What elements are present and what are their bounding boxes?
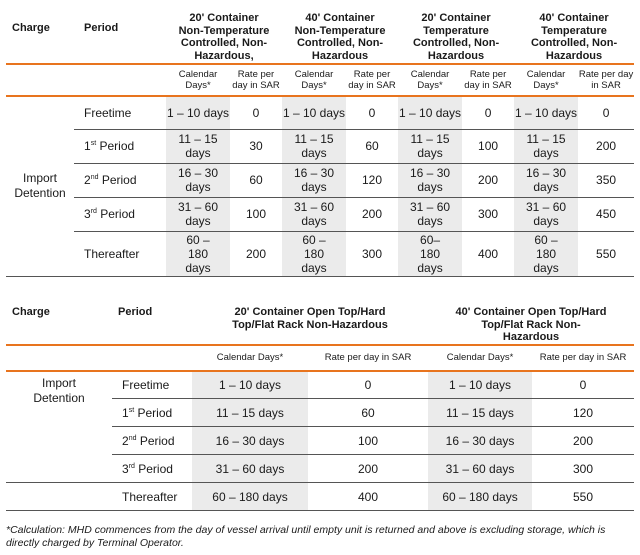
days-cell: 1 – 10 days (398, 96, 462, 129)
column-header-20-open-top: 20' Container Open Top/Hard Top/Flat Rack Non-Hazardous (232, 306, 388, 331)
rate-cell: 200 (346, 197, 398, 231)
column-header-40-open-top: 40' Container Open Top/Hard Top/Flat Rack Non-Hazardous (455, 306, 607, 343)
days-cell: 16 – 30 days (282, 163, 346, 197)
table-row (6, 163, 634, 197)
rate-cell: 0 (230, 96, 282, 129)
table-row (6, 197, 634, 231)
table-row (6, 96, 634, 129)
rate-cell: 300 (462, 197, 514, 231)
detention-table-standard (6, 6, 634, 277)
rate-cell: 300 (532, 455, 634, 483)
period-header: Period (84, 22, 119, 34)
days-cell: 60– 180 days (398, 231, 462, 276)
days-cell: 31 – 60 days (398, 197, 462, 231)
period-label: 1st Period (74, 129, 166, 163)
days-cell: 31 – 60 days (166, 197, 230, 231)
rate-subheader: Rate per day in SAR (462, 64, 514, 96)
rate-cell: 100 (308, 427, 428, 455)
rate-subheader: Rate per day in SAR (346, 64, 398, 96)
period-label: 3rd Period (112, 455, 192, 483)
rate-cell: 60 (346, 129, 398, 163)
column-header-40-temp: 40' Container Temperature Controlled, Non-Hazardous (530, 12, 618, 62)
rate-cell: 0 (532, 371, 634, 399)
days-cell: 11 – 15 days (428, 399, 532, 427)
table-row (6, 483, 634, 511)
rate-cell: 400 (308, 483, 428, 511)
period-label: Thereafter (74, 231, 166, 276)
charge-header: Charge (12, 22, 50, 34)
days-cell: 11 – 15 days (514, 129, 578, 163)
column-header-20-non-temp: 20' Container Non-Temperature Controlled, Non-Hazardous, (178, 12, 270, 62)
days-cell: 31 – 60 days (192, 455, 308, 483)
rate-cell: 0 (308, 371, 428, 399)
days-cell: 1 – 10 days (514, 96, 578, 129)
rate-subheader: Rate per day in SAR (578, 64, 634, 96)
days-subheader: Calendar Days* (166, 64, 230, 96)
days-cell: 1 – 10 days (166, 96, 230, 129)
days-cell: 16 – 30 days (398, 163, 462, 197)
rate-cell: 0 (578, 96, 634, 129)
days-cell: 1 – 10 days (428, 371, 532, 399)
days-cell: 16 – 30 days (166, 163, 230, 197)
days-cell: 60 – 180 days (192, 483, 308, 511)
rate-cell: 550 (578, 231, 634, 276)
days-cell: 1 – 10 days (192, 371, 308, 399)
days-cell: 16 – 30 days (192, 427, 308, 455)
rate-cell: 400 (462, 231, 514, 276)
table-row (6, 129, 634, 163)
rate-cell: 30 (230, 129, 282, 163)
rate-cell: 200 (532, 427, 634, 455)
column-header-40-non-temp: 40' Container Non-Temperature Controlled, Non-Hazardous (294, 12, 386, 62)
rate-cell: 200 (462, 163, 514, 197)
calculation-footnote: *Calculation: MHD commences from the day of vessel arrival until empty unit is returned and above is excluding storage, which is directly charged by Terminal Operator. (6, 524, 606, 549)
rate-cell: 200 (578, 129, 634, 163)
period-label: 1st Period (112, 399, 192, 427)
rate-cell: 200 (230, 231, 282, 276)
days-cell: 11 – 15 days (282, 129, 346, 163)
rate-cell: 550 (532, 483, 634, 511)
column-header-20-temp: 20' Container Temperature Controlled, Non-Hazardous (412, 12, 500, 62)
rate-cell: 100 (230, 197, 282, 231)
days-cell: 11 – 15 days (192, 399, 308, 427)
rate-cell: 300 (346, 231, 398, 276)
table-row (6, 371, 634, 399)
rate-cell: 120 (532, 399, 634, 427)
days-cell: 60 – 180 days (166, 231, 230, 276)
days-subheader: Calendar Days* (398, 64, 462, 96)
period-label: Freetime (74, 96, 166, 129)
days-cell: 1 – 10 days (282, 96, 346, 129)
days-subheader: Calendar Days* (514, 64, 578, 96)
days-cell: 31 – 60 days (428, 455, 532, 483)
rate-cell: 120 (346, 163, 398, 197)
days-cell: 60 – 180 days (428, 483, 532, 511)
days-cell: 31 – 60 days (282, 197, 346, 231)
days-cell: 11 – 15 days (398, 129, 462, 163)
rate-cell: 60 (230, 163, 282, 197)
days-cell: 16 – 30 days (514, 163, 578, 197)
days-cell: 31 – 60 days (514, 197, 578, 231)
rate-cell: 100 (462, 129, 514, 163)
charge-header: Charge (12, 306, 50, 318)
days-subheader: Calendar Days* (428, 345, 532, 371)
days-subheader: Calendar Days* (282, 64, 346, 96)
table-row (6, 231, 634, 276)
charge-import-detention: Import Detention (6, 96, 74, 276)
rate-cell: 0 (462, 96, 514, 129)
rate-subheader: Rate per day in SAR (532, 345, 634, 371)
period-label: 2nd Period (112, 427, 192, 455)
rate-cell: 200 (308, 455, 428, 483)
period-header: Period (118, 306, 153, 318)
rate-cell: 350 (578, 163, 634, 197)
days-cell: 11 – 15 days (166, 129, 230, 163)
rate-cell: 60 (308, 399, 428, 427)
days-cell: 60 – 180 days (282, 231, 346, 276)
days-cell: 16 – 30 days (428, 427, 532, 455)
days-cell: 60 – 180 days (514, 231, 578, 276)
period-label: Thereafter (112, 483, 192, 511)
period-label: 2nd Period (74, 163, 166, 197)
rate-cell: 0 (346, 96, 398, 129)
rate-subheader: Rate per day in SAR (230, 64, 282, 96)
detention-table-open-top (6, 298, 634, 511)
period-label: Freetime (112, 371, 192, 399)
days-subheader: Calendar Days* (192, 345, 308, 371)
rate-cell: 450 (578, 197, 634, 231)
period-label: 3rd Period (74, 197, 166, 231)
charge-import-detention: Import Detention (33, 375, 85, 405)
rate-subheader: Rate per day in SAR (308, 345, 428, 371)
